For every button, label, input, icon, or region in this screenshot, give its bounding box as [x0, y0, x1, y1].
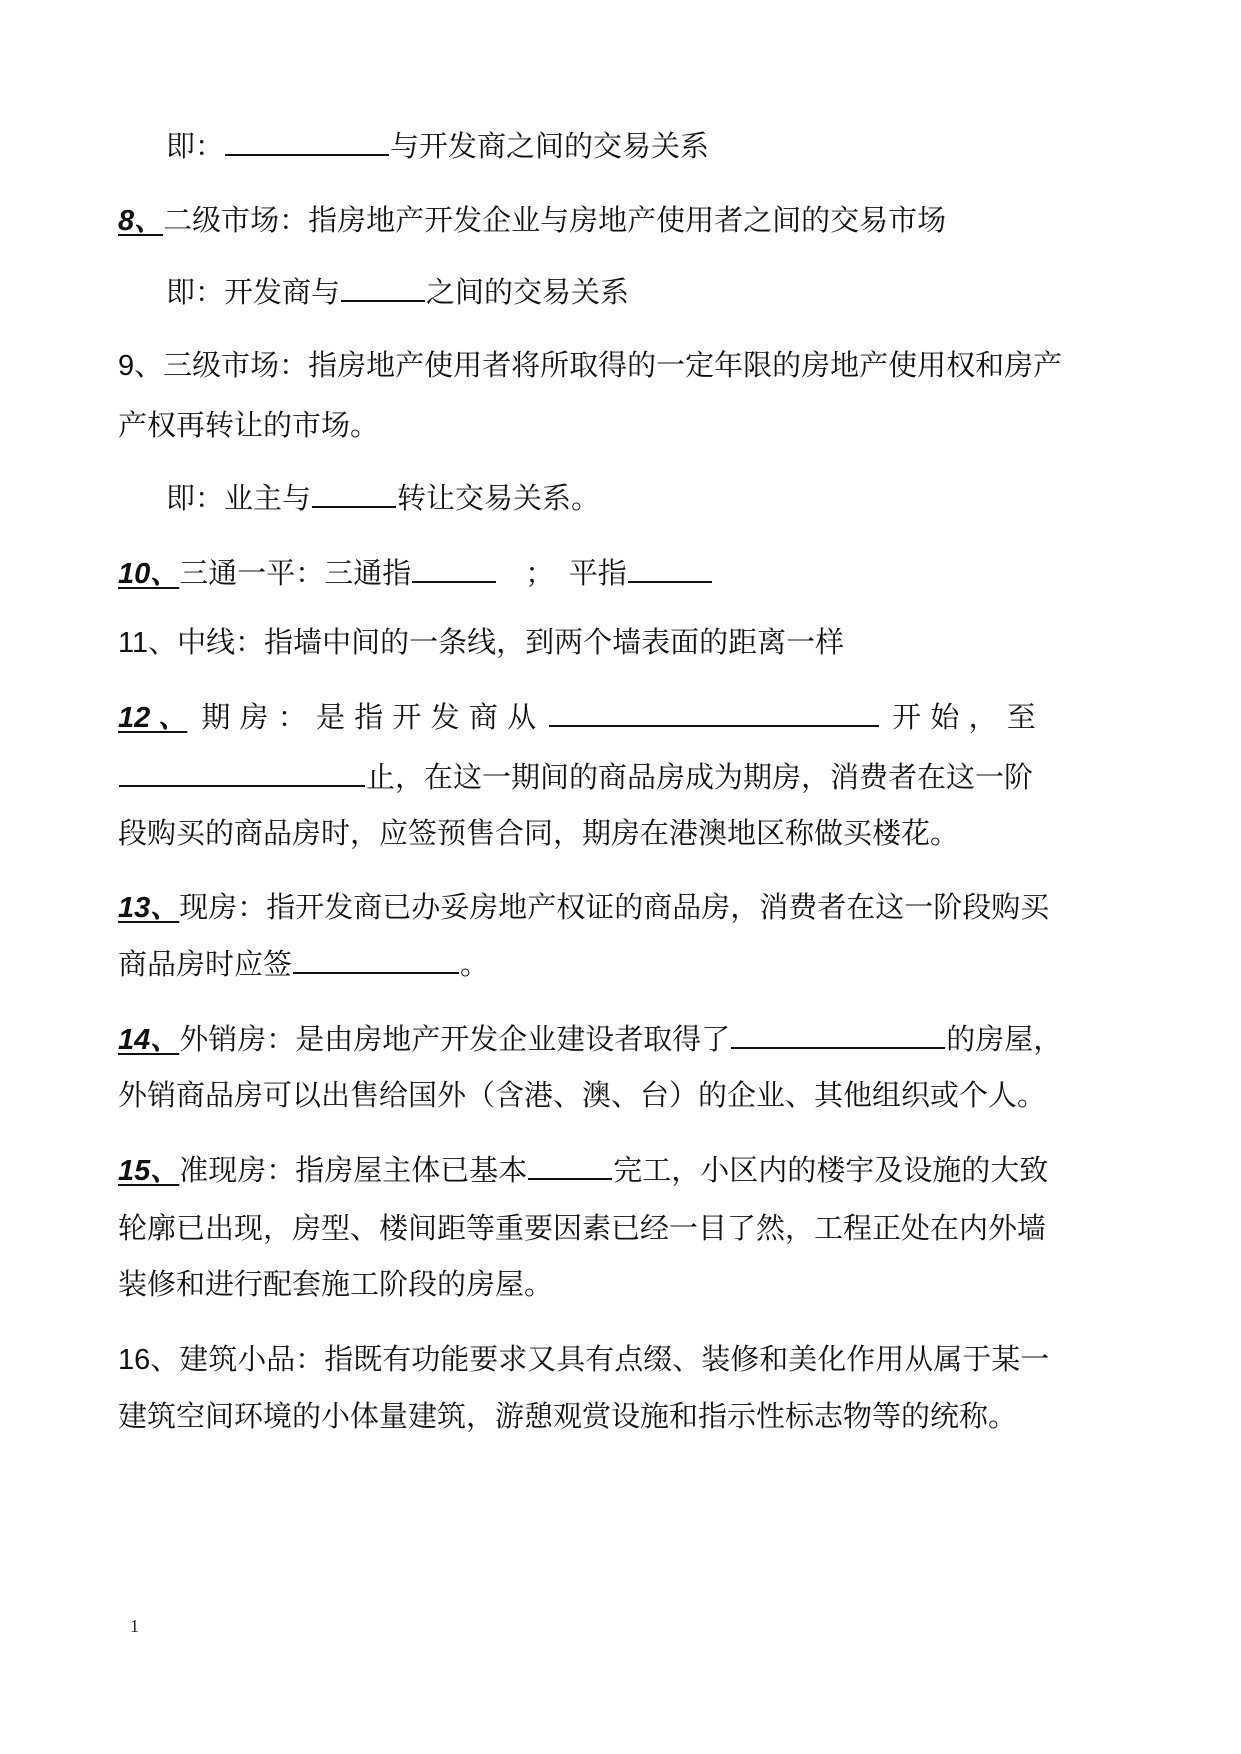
text-line-developer-with	[166, 272, 1176, 312]
item-13-existing-house	[118, 887, 1128, 928]
line-text: 轮廓已出现，房型、楼间距等重要因素已经一目了然，工程正处在内外墙	[118, 1211, 1047, 1245]
line-text: 装修和进行配套施工阶段的房屋。	[118, 1267, 554, 1301]
line-text: 现房：指开发商已办妥房地产权证的商品房，消费者在这一阶段购买	[179, 890, 1050, 924]
fill-blank	[312, 478, 396, 508]
line-text: 三通一平：三通指	[179, 556, 412, 590]
line-text: 建筑小品：指既有功能要求又具有点缀、装修和美化作用从属于某一	[179, 1342, 1050, 1376]
fill-blank	[528, 1150, 612, 1180]
line-text: 期 房 ： 是 指 开 发 商 从	[201, 700, 537, 734]
page-number: 1	[130, 1616, 139, 1636]
line-text: 准现房：指房屋主体已基本	[179, 1153, 528, 1187]
fill-blank	[628, 553, 712, 583]
line-text: 之间的交易关系	[426, 275, 630, 309]
item-9-tertiary-market	[118, 345, 1128, 386]
item-number: 12 、	[118, 702, 188, 734]
item-12-presale-house	[118, 697, 1128, 738]
item-number: 14、	[118, 1024, 180, 1056]
fill-blank	[412, 553, 496, 583]
line-text: 建筑空间环境的小体量建筑，游憩观赏设施和指示性标志物等的统称。	[118, 1399, 1018, 1433]
item-10-three-connections	[118, 553, 1128, 594]
line-text: 即：开发商与	[166, 275, 341, 309]
line-text: 外销商品房可以出售给国外（含港、澳、台）的企业、其他组织或个人。	[118, 1078, 1047, 1112]
text-line-contract	[118, 944, 1128, 984]
fill-blank	[225, 126, 389, 156]
item-number: 16、	[118, 1344, 180, 1376]
fill-blank	[293, 944, 459, 974]
item-8-secondary-market	[118, 200, 1128, 241]
line-text: 与开发商之间的交易关系	[390, 129, 710, 163]
item-number: 13、	[118, 892, 180, 924]
item-11-center-line	[118, 622, 1128, 663]
fill-blank	[119, 757, 365, 787]
text-line-presale-end	[118, 813, 1128, 853]
line-text: 三级市场：指房地产使用者将所取得的一定年限的房地产使用权和房产	[163, 348, 1063, 382]
fill-blank	[731, 1019, 945, 1049]
line-text: 中线：指墙中间的一条线，到两个墙表面的距离一样	[177, 625, 845, 659]
item-16-architectural-sketch	[118, 1339, 1128, 1380]
item-15-quasi-existing	[118, 1150, 1128, 1191]
fill-blank	[549, 697, 879, 727]
text-line-quasi-end	[118, 1264, 1128, 1304]
line-text: 产权再转让的市场。	[118, 408, 380, 442]
line-text: 。	[460, 947, 490, 981]
text-line-presale-cont	[118, 757, 1128, 797]
item-number: 11、	[118, 627, 178, 659]
item-number: 10、	[118, 558, 180, 590]
line-text: 段购买的商品房时，应签预售合同，期房在港澳地区称做买楼花。	[118, 816, 960, 850]
line-text: 止，在这一期间的商品房成为期房，消费者在这一阶	[366, 760, 1034, 794]
line-text: 外销房：是由房地产开发企业建设者取得了	[179, 1022, 731, 1056]
text-line-export-cont	[118, 1075, 1128, 1115]
text-line-sketch-cont	[118, 1396, 1128, 1436]
item-number: 8、	[118, 205, 164, 237]
line-text: 即：业主与	[166, 481, 312, 515]
text-line-continuation	[118, 405, 1128, 445]
text-line-owner-transfer	[166, 478, 1176, 518]
line-text: 开 始 ， 至	[892, 700, 1036, 734]
line-text: 即：	[166, 129, 225, 163]
text-line-quasi-cont	[118, 1208, 1128, 1248]
line-text: 转让交易关系。	[397, 481, 601, 515]
text-line-buyer-developer	[166, 126, 1176, 166]
fill-blank	[341, 272, 425, 302]
line-text: 商品房时应签	[118, 947, 293, 981]
line-text: 完工，小区内的楼宇及设施的大致	[613, 1153, 1049, 1187]
item-number: 9、	[118, 350, 164, 382]
item-number: 15、	[118, 1155, 180, 1187]
line-text: ； 平指	[525, 556, 627, 590]
line-text: 的房屋，	[946, 1022, 1063, 1056]
item-14-export-house	[118, 1019, 1128, 1060]
line-text: 二级市场：指房地产开发企业与房地产使用者之间的交易市场	[163, 203, 947, 237]
